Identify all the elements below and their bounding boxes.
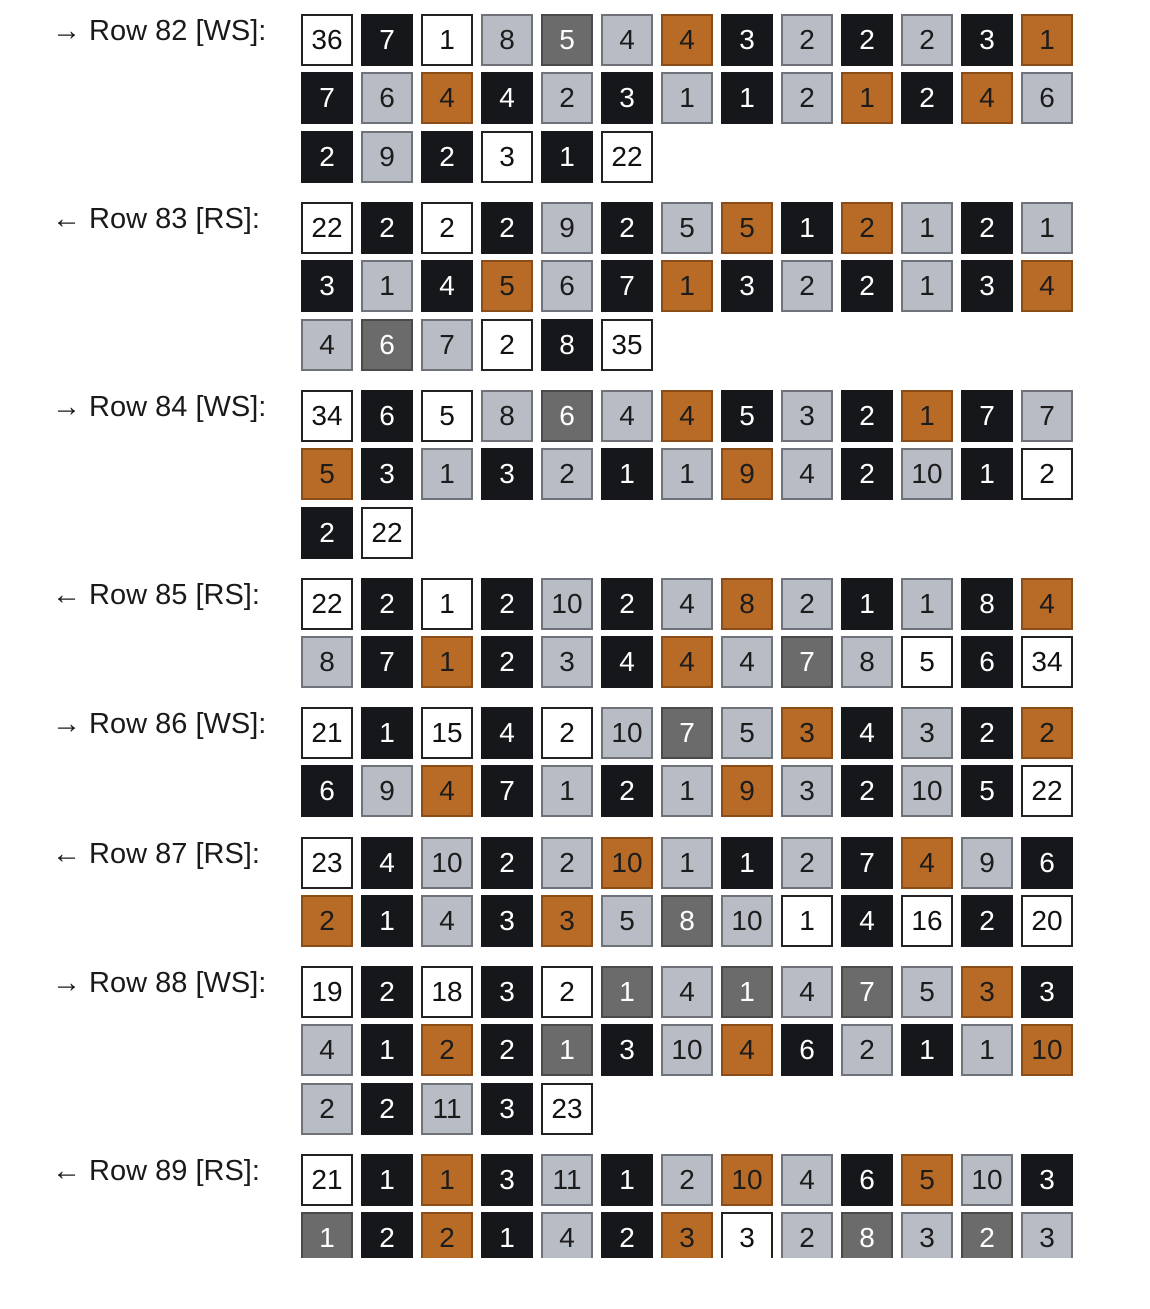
stitch-cell: 6 (841, 1154, 893, 1206)
stitch-cell: 1 (481, 1212, 533, 1264)
stitch-cell: 7 (421, 319, 473, 371)
stitch-cell: 2 (361, 578, 413, 630)
stitch-cell: 1 (301, 1212, 353, 1264)
stitch-cell: 9 (361, 131, 413, 183)
stitch-cell: 1 (721, 966, 773, 1018)
stitch-cell: 4 (421, 72, 473, 124)
stitch-cell: 2 (541, 72, 593, 124)
stitch-cell: 23 (301, 837, 353, 889)
stitch-cell: 1 (361, 1154, 413, 1206)
stitch-cell: 10 (901, 448, 953, 500)
stitch-cell: 1 (1021, 202, 1073, 254)
stitch-cell: 5 (721, 707, 773, 759)
stitch-cell: 11 (421, 1083, 473, 1135)
stitch-cell: 4 (961, 72, 1013, 124)
stitch-cell: 7 (961, 390, 1013, 442)
stitch-cell: 1 (421, 636, 473, 688)
stitch-cell: 8 (721, 578, 773, 630)
stitch-cell: 8 (541, 319, 593, 371)
stitch-cell: 2 (421, 131, 473, 183)
stitch-cell: 2 (541, 966, 593, 1018)
stitch-cell: 5 (601, 895, 653, 947)
stitch-cell: 2 (781, 72, 833, 124)
stitch-cell: 3 (481, 1154, 533, 1206)
stitch-cell: 8 (301, 636, 353, 688)
stitch-cell: 1 (601, 1154, 653, 1206)
stitch-cell: 22 (301, 578, 353, 630)
stitch-cell: 1 (361, 895, 413, 947)
stitch-cell: 2 (301, 1083, 353, 1135)
stitch-cell: 4 (601, 390, 653, 442)
stitch-cell: 1 (901, 202, 953, 254)
stitch-cell: 6 (361, 390, 413, 442)
stitch-cell: 7 (301, 72, 353, 124)
stitch-cell: 1 (841, 72, 893, 124)
stitch-cell: 2 (541, 837, 593, 889)
stitch-cell: 2 (901, 72, 953, 124)
stitch-cell: 3 (961, 260, 1013, 312)
stitch-cell: 1 (541, 131, 593, 183)
stitch-cell: 2 (421, 1024, 473, 1076)
stitch-cell: 4 (901, 837, 953, 889)
stitch-cell: 1 (421, 448, 473, 500)
stitch-cell: 2 (301, 131, 353, 183)
row-label: → Row 84 [WS]: (52, 391, 267, 423)
stitch-cell: 2 (301, 507, 353, 559)
stitch-cell: 10 (721, 895, 773, 947)
stitch-cell: 2 (541, 707, 593, 759)
stitch-cell: 2 (781, 1212, 833, 1264)
stitch-cell: 4 (481, 72, 533, 124)
stitch-cell: 3 (721, 1212, 773, 1264)
stitch-cell: 2 (781, 837, 833, 889)
stitch-cell: 3 (481, 966, 533, 1018)
stitch-cell: 10 (1021, 1024, 1073, 1076)
stitch-cell: 6 (301, 765, 353, 817)
stitch-cell: 2 (841, 202, 893, 254)
stitch-cell: 5 (421, 390, 473, 442)
stitch-cell: 3 (1021, 1154, 1073, 1206)
stitch-cell: 10 (721, 1154, 773, 1206)
stitch-cell: 3 (901, 707, 953, 759)
stitch-cell: 1 (361, 260, 413, 312)
stitch-cell: 2 (841, 260, 893, 312)
stitch-cell: 8 (481, 390, 533, 442)
row-label: ← Row 89 [RS]: (52, 1155, 260, 1187)
stitch-cell: 8 (481, 14, 533, 66)
stitch-cell: 1 (721, 72, 773, 124)
stitch-cell: 3 (481, 1083, 533, 1135)
stitch-cell: 2 (481, 578, 533, 630)
stitch-cell: 1 (1021, 14, 1073, 66)
stitch-cell: 1 (541, 1024, 593, 1076)
stitch-cell: 3 (1021, 1212, 1073, 1264)
stitch-cell: 10 (541, 578, 593, 630)
stitch-cell: 36 (301, 14, 353, 66)
stitch-cell: 1 (661, 260, 713, 312)
stitch-cell: 11 (541, 1154, 593, 1206)
stitch-cell: 4 (301, 1024, 353, 1076)
stitch-cell: 9 (961, 837, 1013, 889)
stitch-cell: 4 (661, 966, 713, 1018)
row-label: ← Row 83 [RS]: (52, 203, 260, 235)
stitch-cell: 4 (301, 319, 353, 371)
stitch-cell: 2 (1021, 448, 1073, 500)
stitch-cell: 2 (841, 1024, 893, 1076)
stitch-cell: 4 (481, 707, 533, 759)
stitch-cell: 3 (481, 131, 533, 183)
stitch-cell: 7 (661, 707, 713, 759)
stitch-cell: 1 (901, 390, 953, 442)
stitch-cell: 3 (961, 966, 1013, 1018)
stitch-cell: 4 (781, 448, 833, 500)
stitch-cell: 4 (841, 895, 893, 947)
stitch-cell: 1 (661, 837, 713, 889)
stitch-cell: 2 (361, 1212, 413, 1264)
stitch-cell: 2 (481, 319, 533, 371)
row-label: ← Row 87 [RS]: (52, 838, 260, 870)
stitch-cell: 21 (301, 1154, 353, 1206)
stitch-cell: 7 (841, 966, 893, 1018)
stitch-cell: 6 (781, 1024, 833, 1076)
stitch-cell: 2 (961, 707, 1013, 759)
stitch-cell: 1 (961, 1024, 1013, 1076)
stitch-cell: 2 (601, 578, 653, 630)
stitch-cell: 6 (361, 319, 413, 371)
stitch-cell: 3 (541, 636, 593, 688)
stitch-cell: 1 (421, 1154, 473, 1206)
stitch-cell: 6 (961, 636, 1013, 688)
stitch-cell: 4 (361, 837, 413, 889)
stitch-cell: 3 (781, 765, 833, 817)
stitch-cell: 8 (661, 895, 713, 947)
stitch-cell: 2 (661, 1154, 713, 1206)
stitch-cell: 7 (601, 260, 653, 312)
stitch-cell: 7 (361, 636, 413, 688)
stitch-cell: 4 (721, 636, 773, 688)
stitch-cell: 3 (601, 1024, 653, 1076)
stitch-cell: 3 (361, 448, 413, 500)
stitch-cell: 5 (541, 14, 593, 66)
stitch-cell: 4 (721, 1024, 773, 1076)
stitch-cell: 7 (361, 14, 413, 66)
stitch-cell: 10 (661, 1024, 713, 1076)
stitch-cell: 4 (781, 966, 833, 1018)
stitch-cell: 1 (361, 1024, 413, 1076)
bottom-crop (0, 1258, 1150, 1309)
stitch-cell: 34 (301, 390, 353, 442)
stitch-cell: 2 (961, 1212, 1013, 1264)
stitch-cell: 2 (601, 765, 653, 817)
stitch-cell: 3 (1021, 966, 1073, 1018)
stitch-cell: 8 (841, 636, 893, 688)
stitch-cell: 1 (901, 578, 953, 630)
stitch-cell: 6 (361, 72, 413, 124)
stitch-cell: 4 (421, 765, 473, 817)
stitch-cell: 22 (301, 202, 353, 254)
stitch-cell: 2 (421, 202, 473, 254)
stitch-cell: 10 (901, 765, 953, 817)
stitch-cell: 34 (1021, 636, 1073, 688)
stitch-cell: 23 (541, 1083, 593, 1135)
stitch-cell: 6 (1021, 837, 1073, 889)
stitch-cell: 5 (901, 1154, 953, 1206)
stitch-cell: 2 (601, 202, 653, 254)
stitch-cell: 19 (301, 966, 353, 1018)
row-label: ← Row 85 [RS]: (52, 579, 260, 611)
stitch-cell: 7 (481, 765, 533, 817)
stitch-cell: 2 (481, 837, 533, 889)
stitch-cell: 9 (361, 765, 413, 817)
stitch-cell: 4 (421, 260, 473, 312)
stitch-cell: 4 (781, 1154, 833, 1206)
stitch-cell: 5 (661, 202, 713, 254)
stitch-cell: 16 (901, 895, 953, 947)
stitch-cell: 4 (841, 707, 893, 759)
stitch-cell: 8 (961, 578, 1013, 630)
stitch-cell: 4 (1021, 260, 1073, 312)
stitch-cell: 2 (301, 895, 353, 947)
stitch-cell: 5 (901, 966, 953, 1018)
stitch-cell: 8 (841, 1212, 893, 1264)
stitch-cell: 2 (601, 1212, 653, 1264)
stitch-cell: 2 (841, 390, 893, 442)
stitch-cell: 1 (661, 72, 713, 124)
stitch-cell: 2 (361, 1083, 413, 1135)
stitch-cell: 7 (841, 837, 893, 889)
stitch-cell: 2 (541, 448, 593, 500)
stitch-cell: 1 (421, 14, 473, 66)
stitch-cell: 7 (1021, 390, 1073, 442)
stitch-cell: 2 (841, 14, 893, 66)
stitch-cell: 2 (841, 448, 893, 500)
stitch-cell: 10 (421, 837, 473, 889)
stitch-cell: 4 (661, 636, 713, 688)
stitch-cell: 1 (601, 966, 653, 1018)
stitch-cell: 2 (1021, 707, 1073, 759)
stitch-cell: 3 (721, 14, 773, 66)
stitch-cell: 6 (1021, 72, 1073, 124)
stitch-cell: 3 (781, 390, 833, 442)
stitch-cell: 2 (421, 1212, 473, 1264)
stitch-cell: 3 (961, 14, 1013, 66)
stitch-cell: 2 (481, 636, 533, 688)
stitch-cell: 2 (961, 895, 1013, 947)
stitch-cell: 2 (841, 765, 893, 817)
stitch-cell: 22 (601, 131, 653, 183)
stitch-cell: 9 (721, 765, 773, 817)
stitch-cell: 9 (541, 202, 593, 254)
stitch-cell: 5 (901, 636, 953, 688)
stitch-cell: 1 (601, 448, 653, 500)
stitch-cell: 3 (901, 1212, 953, 1264)
stitch-cell: 4 (1021, 578, 1073, 630)
stitch-cell: 1 (781, 895, 833, 947)
stitch-cell: 2 (361, 202, 413, 254)
stitch-cell: 1 (541, 765, 593, 817)
stitch-cell: 2 (481, 202, 533, 254)
stitch-cell: 1 (361, 707, 413, 759)
stitch-cell: 4 (541, 1212, 593, 1264)
stitch-cell: 4 (661, 14, 713, 66)
stitch-cell: 10 (601, 837, 653, 889)
stitch-cell: 5 (721, 390, 773, 442)
stitch-cell: 2 (781, 260, 833, 312)
stitch-cell: 18 (421, 966, 473, 1018)
stitch-cell: 10 (961, 1154, 1013, 1206)
stitch-cell: 3 (301, 260, 353, 312)
stitch-cell: 3 (481, 448, 533, 500)
row-label: → Row 82 [WS]: (52, 15, 267, 47)
stitch-cell: 3 (601, 72, 653, 124)
stitch-cell: 4 (601, 14, 653, 66)
stitch-cell: 2 (361, 966, 413, 1018)
stitch-cell: 1 (901, 1024, 953, 1076)
stitch-cell: 1 (781, 202, 833, 254)
stitch-cell: 6 (541, 260, 593, 312)
row-label: → Row 86 [WS]: (52, 708, 267, 740)
stitch-cell: 35 (601, 319, 653, 371)
stitch-cell: 4 (661, 390, 713, 442)
stitch-cell: 5 (961, 765, 1013, 817)
stitch-cell: 6 (541, 390, 593, 442)
stitch-cell: 2 (961, 202, 1013, 254)
stitch-cell: 1 (901, 260, 953, 312)
row-label: → Row 88 [WS]: (52, 967, 267, 999)
stitch-cell: 2 (781, 578, 833, 630)
stitch-cell: 3 (481, 895, 533, 947)
stitch-cell: 7 (781, 636, 833, 688)
stitch-cell: 4 (661, 578, 713, 630)
stitch-cell: 3 (721, 260, 773, 312)
stitch-cell: 3 (541, 895, 593, 947)
stitch-cell: 2 (901, 14, 953, 66)
stitch-cell: 1 (661, 448, 713, 500)
stitch-cell: 1 (421, 578, 473, 630)
stitch-cell: 5 (721, 202, 773, 254)
stitch-cell: 20 (1021, 895, 1073, 947)
stitch-cell: 4 (421, 895, 473, 947)
stitch-cell: 1 (841, 578, 893, 630)
stitch-cell: 3 (781, 707, 833, 759)
stitch-cell: 9 (721, 448, 773, 500)
stitch-cell: 1 (661, 765, 713, 817)
stitch-cell: 5 (301, 448, 353, 500)
stitch-cell: 3 (661, 1212, 713, 1264)
stitch-cell: 1 (721, 837, 773, 889)
stitch-cell: 2 (481, 1024, 533, 1076)
stitch-cell: 22 (361, 507, 413, 559)
stitch-cell: 5 (481, 260, 533, 312)
stitch-cell: 15 (421, 707, 473, 759)
stitch-cell: 1 (961, 448, 1013, 500)
stitch-cell: 4 (601, 636, 653, 688)
stitch-cell: 10 (601, 707, 653, 759)
stitch-cell: 21 (301, 707, 353, 759)
stitch-cell: 22 (1021, 765, 1073, 817)
stitch-cell: 2 (781, 14, 833, 66)
